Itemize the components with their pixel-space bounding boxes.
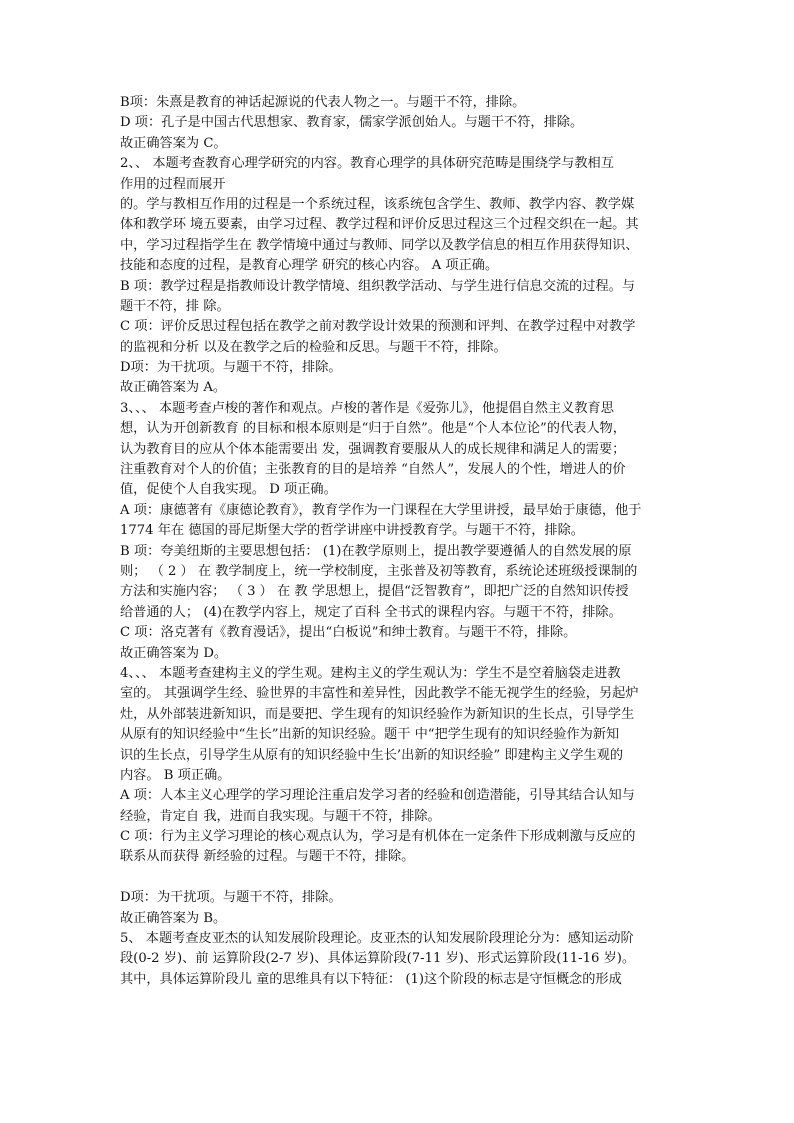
text-line: 想，认为开创新教育 的目标和根本原则是“归于自然”。他是“个人本位论”的代表人物， [120, 421, 626, 437]
text-line: A 项：康德著有《康德论教育》，教育学作为一门课程在大学里讲授，最早始于康德，他于 [120, 502, 642, 518]
document-body [120, 93, 680, 990]
text-line: 段(0-2 岁)、前 运算阶段(2-7 岁)、具体运算阶段(7-11 岁)、形式运算阶段(11-16 岁)。 [120, 951, 636, 967]
text-line: B项：朱熹是教育的神话起源说的代表人物之一。与题干不符，排除。 [120, 95, 526, 110]
text-line: 3、、、 本题考查卢梭的著作和观点。卢梭的著作是《爱弥儿》，他提倡自然主义教育思 [120, 400, 614, 416]
text-line: 故正确答案为 A。 [120, 380, 227, 396]
text-line: 经验，肯定自 我，进而自我实现。与题干不符，排除。 [120, 808, 441, 824]
text-line: 方法和实施内容； （ 3 ） 在 教 学思想上，提倡“泛智教育”，即把广泛的自然知识传授 [120, 584, 629, 600]
text-line: 中，学习过程指学生在 教学情境中通过与教师、同学以及教学信息的相互作用获得知识、 [120, 237, 639, 253]
text-line: 值，促使个人自我实现。 D 项正确。 [120, 482, 337, 498]
text-line: C 项：洛克著有《教育漫话》，提出“白板说”和绅士教育。与题干不符，排除。 [120, 625, 577, 641]
text-line: 2、、 本题考查教育心理学研究的内容。教育心理学的具体研究范畴是围绕学与教相互 [120, 156, 614, 172]
text-line: C 项：行为主义学习理论的核心观点认为，学习是有机体在一定条件下形成刺激与反应的 [120, 829, 636, 845]
text-line: C 项：评价反思过程包括在教学之前对教学设计效果的预测和评判、在教学过程中对教学 [120, 319, 636, 335]
text-line: 的监视和分析 以及在教学之后的检验和反思。与题干不符，排除。 [120, 339, 507, 355]
text-line: 故正确答案为 D。 [120, 645, 228, 661]
text-line: 的。学与教相互作用的过程是一个系统过程，该系统包含学生、教师、教学内容、教学媒 [120, 196, 635, 212]
text-line: 联系从而获得 新经验的过程。与题干不符，排除。 [120, 849, 415, 865]
text-line: B 项：教学过程是指教师设计教学情境、组织教学活动、与学生进行信息交流的过程。与 [120, 278, 636, 294]
text-line: 作用的过程而展开 [120, 176, 226, 192]
text-line: 其中，具体运算阶段儿 童的思维具有以下特征： (1)这个阶段的标志是守恒概念的形成 [120, 971, 622, 987]
text-line: 4、、、 本题考查建构主义的学生观。建构主义的学生观认为：学生不是空着脑袋走进教 [120, 665, 621, 681]
text-line: 题干不符，排 除。 [120, 298, 230, 314]
text-line: 认为教育目的应从个体本能需要出 发，强调教育要服从人的成长规律和满足人的需要； [120, 441, 626, 457]
text-line: 则； （ 2 ） 在 教学制度上，统一学校制度，主张普及初等教育，系统论述班级授课制的 [120, 563, 638, 579]
text-line: 给普通的人； (4)在教学内容上，规定了百科 全书式的课程内容。与题干不符，排除。 [120, 604, 622, 620]
text-line: 故正确答案为 B。 [120, 910, 227, 926]
text-line: 技能和态度的过程，是教育心理学 研究的核心内容。 A 项正确。 [120, 258, 499, 274]
text-line: 5、 本题考查皮亚杰的认知发展阶段理论。皮亚杰的认知发展阶段理论分为：感知运动阶 [120, 931, 634, 947]
text-line: 从原有的知识经验中“生长”出新的知识经验。题干 中“把学生现有的知识经验作为新知 [120, 727, 620, 743]
text-line: B 项：夸美纽斯的主要思想包括： (1)在教学原则上，提出教学要遵循人的自然发展的原 [120, 543, 632, 559]
text-line: 故正确答案为 C。 [120, 135, 227, 151]
text-line: 注重教育对个人的价值；主张教育的目的是培养 “自然人”，发展人的个性，增进人的价 [120, 462, 626, 478]
text-line: A 项：人本主义心理学的学习理论注重启发学习者的经验和创造潜能，引导其结合认知与 [120, 788, 635, 804]
blank-line [120, 868, 680, 888]
text-line: D项：为干扰项。与题干不符，排除。 [120, 360, 342, 376]
text-line: 灶，从外部装进新知识，而是要把、学生现有的知识经验作为新知识的生长点，引导学生 [120, 706, 635, 722]
text-line: 室的。 其强调学生经、验世界的丰富性和差异性，因此教学不能无视学生的经验，另起炉 [120, 686, 639, 702]
text-line: 识的生长点，引导学生从原有的知识经验中生长’出新的知识经验” 即建构主义学生观的 [120, 747, 624, 763]
text-line: 体和教学环 境五要素，由学习过程、教学过程和评价反思过程这三个过程交织在一起。其 [120, 217, 639, 233]
text-line: D项：为干扰项。与题干不符，排除。 [120, 890, 342, 906]
text-line: D 项：孔子是中国古代思想家、教育家，儒家学派创始人。与题干不符，排除。 [120, 115, 584, 131]
text-line: 1774 年在 德国的哥尼斯堡大学的哲学讲座中讲授教育学。与题干不符，排除。 [120, 523, 584, 539]
text-line: 内容。 B 项正确。 [120, 767, 231, 783]
